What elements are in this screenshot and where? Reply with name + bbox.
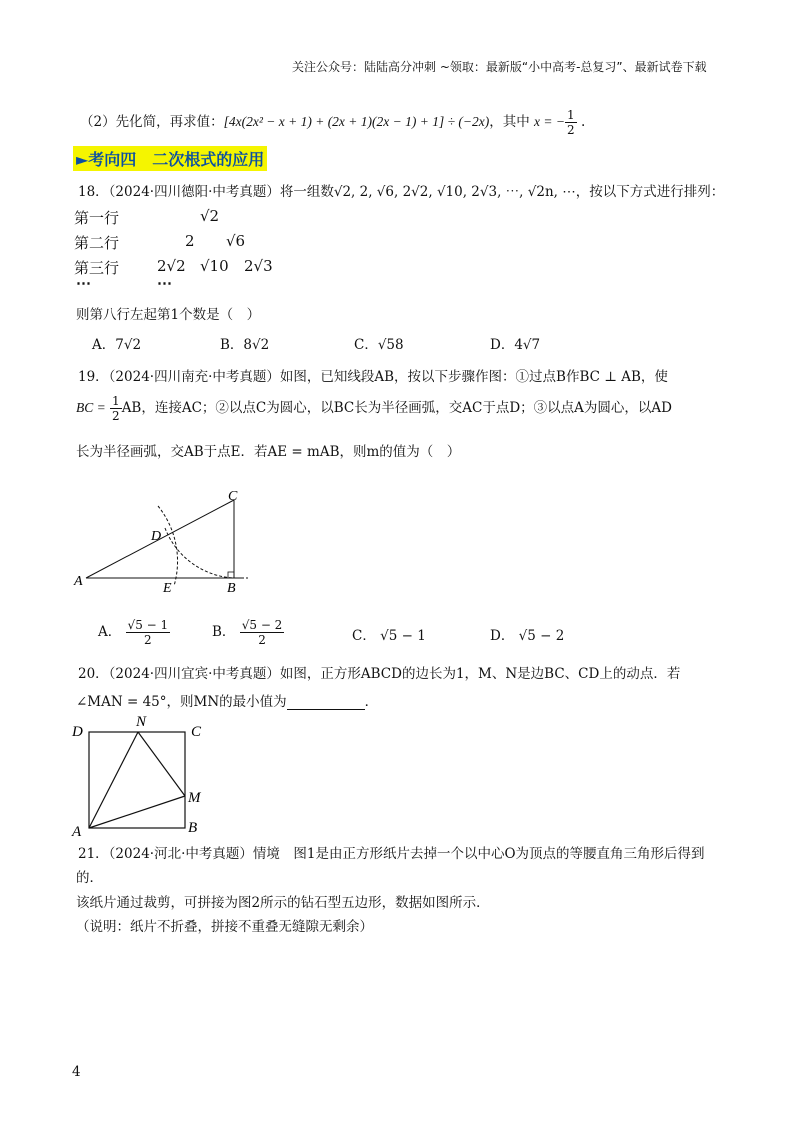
q19-frac	[110, 394, 122, 423]
q17-x-num: 1	[567, 108, 575, 122]
q19-option-a	[98, 618, 170, 647]
q18-option-b: B．8√2	[220, 337, 270, 353]
label-d: D	[151, 529, 162, 544]
q21-line4: （说明：纸片不折叠，拼接不重叠无缝隙无剩余）	[76, 919, 373, 935]
q17-mid: ，其中	[489, 114, 530, 130]
q17-x-frac	[565, 108, 577, 137]
q19-option-a-den: 2	[144, 633, 152, 647]
q19-option-a-frac	[126, 618, 171, 647]
q18-row2-label: 第二行	[74, 234, 120, 252]
q19-option-b	[212, 618, 284, 647]
q18-stem: 18．（2024·四川德阳·中考真题）将一组数√2, 2, √6, 2√2, √10, 2√3, ⋯, √2n, ⋯，按以下方式进行排列：	[78, 184, 725, 200]
q20-line2-text: ∠MAN = 45°，则MN的最小值为	[76, 694, 287, 710]
q17-x-den: 2	[567, 123, 575, 137]
q19-option-a-letter: A．	[98, 624, 122, 640]
answer-blank	[287, 697, 365, 710]
q19-line2	[76, 394, 672, 423]
q19-option-c-letter: C．	[352, 628, 376, 644]
label-c: C	[228, 489, 238, 504]
q19-option-b-letter: B．	[212, 624, 236, 640]
q18-dots-2: ⋯	[157, 274, 172, 292]
q19-line2-rest: AB，连接AC；②以点C为圆心，以BC长为半径画弧，交AC于点D；③以点A为圆心，以AD	[121, 400, 672, 416]
q19-option-d-letter: D．	[490, 628, 515, 644]
q19-option-d-text: √5 − 2	[518, 628, 565, 644]
label-d: D	[72, 724, 83, 740]
label-m: M	[188, 790, 201, 806]
q18-option-a: A．7√2	[92, 337, 142, 353]
page-number: 4	[72, 1064, 81, 1080]
q18-option-d: D．4√7	[490, 337, 541, 353]
q18-row3-num1: 2√2	[157, 257, 186, 275]
label-e: E	[163, 581, 172, 596]
label-b: B	[188, 820, 198, 836]
q21-line3: 该纸片通过裁剪，可拼接为图2所示的钻石型五边形，数据如图所示．	[76, 895, 490, 911]
q19-option-b-num: √5 − 2	[241, 618, 283, 632]
square-abcd	[89, 732, 185, 828]
q18-option-c: C．√58	[354, 337, 404, 353]
q19-option-a-num: √5 − 1	[127, 618, 169, 632]
label-a: A	[74, 574, 83, 589]
q20-line1: 20．（2024·四川宜宾·中考真题）如图，正方形ABCD的边长为1，M、N是边BC、CD上的动点．若	[78, 666, 681, 682]
q18-row3-num3: 2√3	[244, 257, 273, 275]
q19-option-c-text: √5 − 1	[380, 628, 426, 644]
label-c: C	[191, 724, 202, 740]
q19-frac-den: 2	[112, 409, 120, 423]
q21-line1: 21．（2024·河北·中考真题）情境 图1是由正方形纸片去掉一个以中心O为顶点的等腰直角三角形后得到	[78, 846, 705, 862]
q19-bc: BC =	[76, 400, 106, 415]
q18-row1-label: 第一行	[74, 209, 120, 227]
q19-option-c	[352, 624, 426, 644]
q18-row1-num1: √2	[200, 207, 220, 225]
q17-end: .	[580, 114, 586, 130]
q19-option-b-frac	[240, 618, 285, 647]
segment-mn	[138, 732, 185, 796]
q21-line2: 的．	[76, 870, 103, 886]
q17-x-label: x = −	[534, 114, 566, 129]
q17-expression: [4x(2x² − x + 1) + (2x + 1)(2x − 1) + 1] ÷ (−2x)	[223, 114, 490, 129]
q20-line2-end: ．	[364, 694, 379, 710]
label-a: A	[72, 824, 82, 840]
q20-line2	[76, 690, 378, 710]
q18-question: 则第八行左起第1个数是（ ）	[76, 307, 261, 323]
page-header: 关注公众号：陆陆高分冲刺 ~领取：最新版“小中高考-总复习”、最新试卷下载	[292, 60, 707, 74]
q18-dots-1: ⋯	[76, 274, 91, 292]
q19-line1: 19．（2024·四川南充·中考真题）如图，已知线段AB，按以下步骤作图：①过点B作BC ⊥ AB，使	[78, 369, 668, 385]
q19-figure	[66, 488, 266, 596]
q19-option-b-den: 2	[258, 633, 266, 647]
right-angle-mark	[228, 572, 234, 578]
q17-prefix: （2）先化简，再求值：	[80, 114, 224, 130]
q19-line3: 长为半径画弧，交AB于点E．若AE = mAB，则m的值为（ ）	[76, 444, 461, 460]
q17-part2	[80, 108, 585, 137]
section-title: ►考向四 二次根式的应用	[73, 146, 267, 171]
q18-row2-num1: 2	[185, 232, 195, 250]
q20-figure	[66, 712, 216, 840]
q19-frac-num: 1	[112, 394, 120, 408]
label-n: N	[136, 714, 147, 730]
q18-row2-num2: √6	[226, 232, 246, 250]
arc-center-c	[165, 528, 234, 578]
q19-option-d	[490, 624, 564, 644]
label-b: B	[227, 581, 236, 596]
q18-row3-label: 第三行	[74, 259, 120, 277]
q18-row3-num2: √10	[200, 257, 229, 275]
